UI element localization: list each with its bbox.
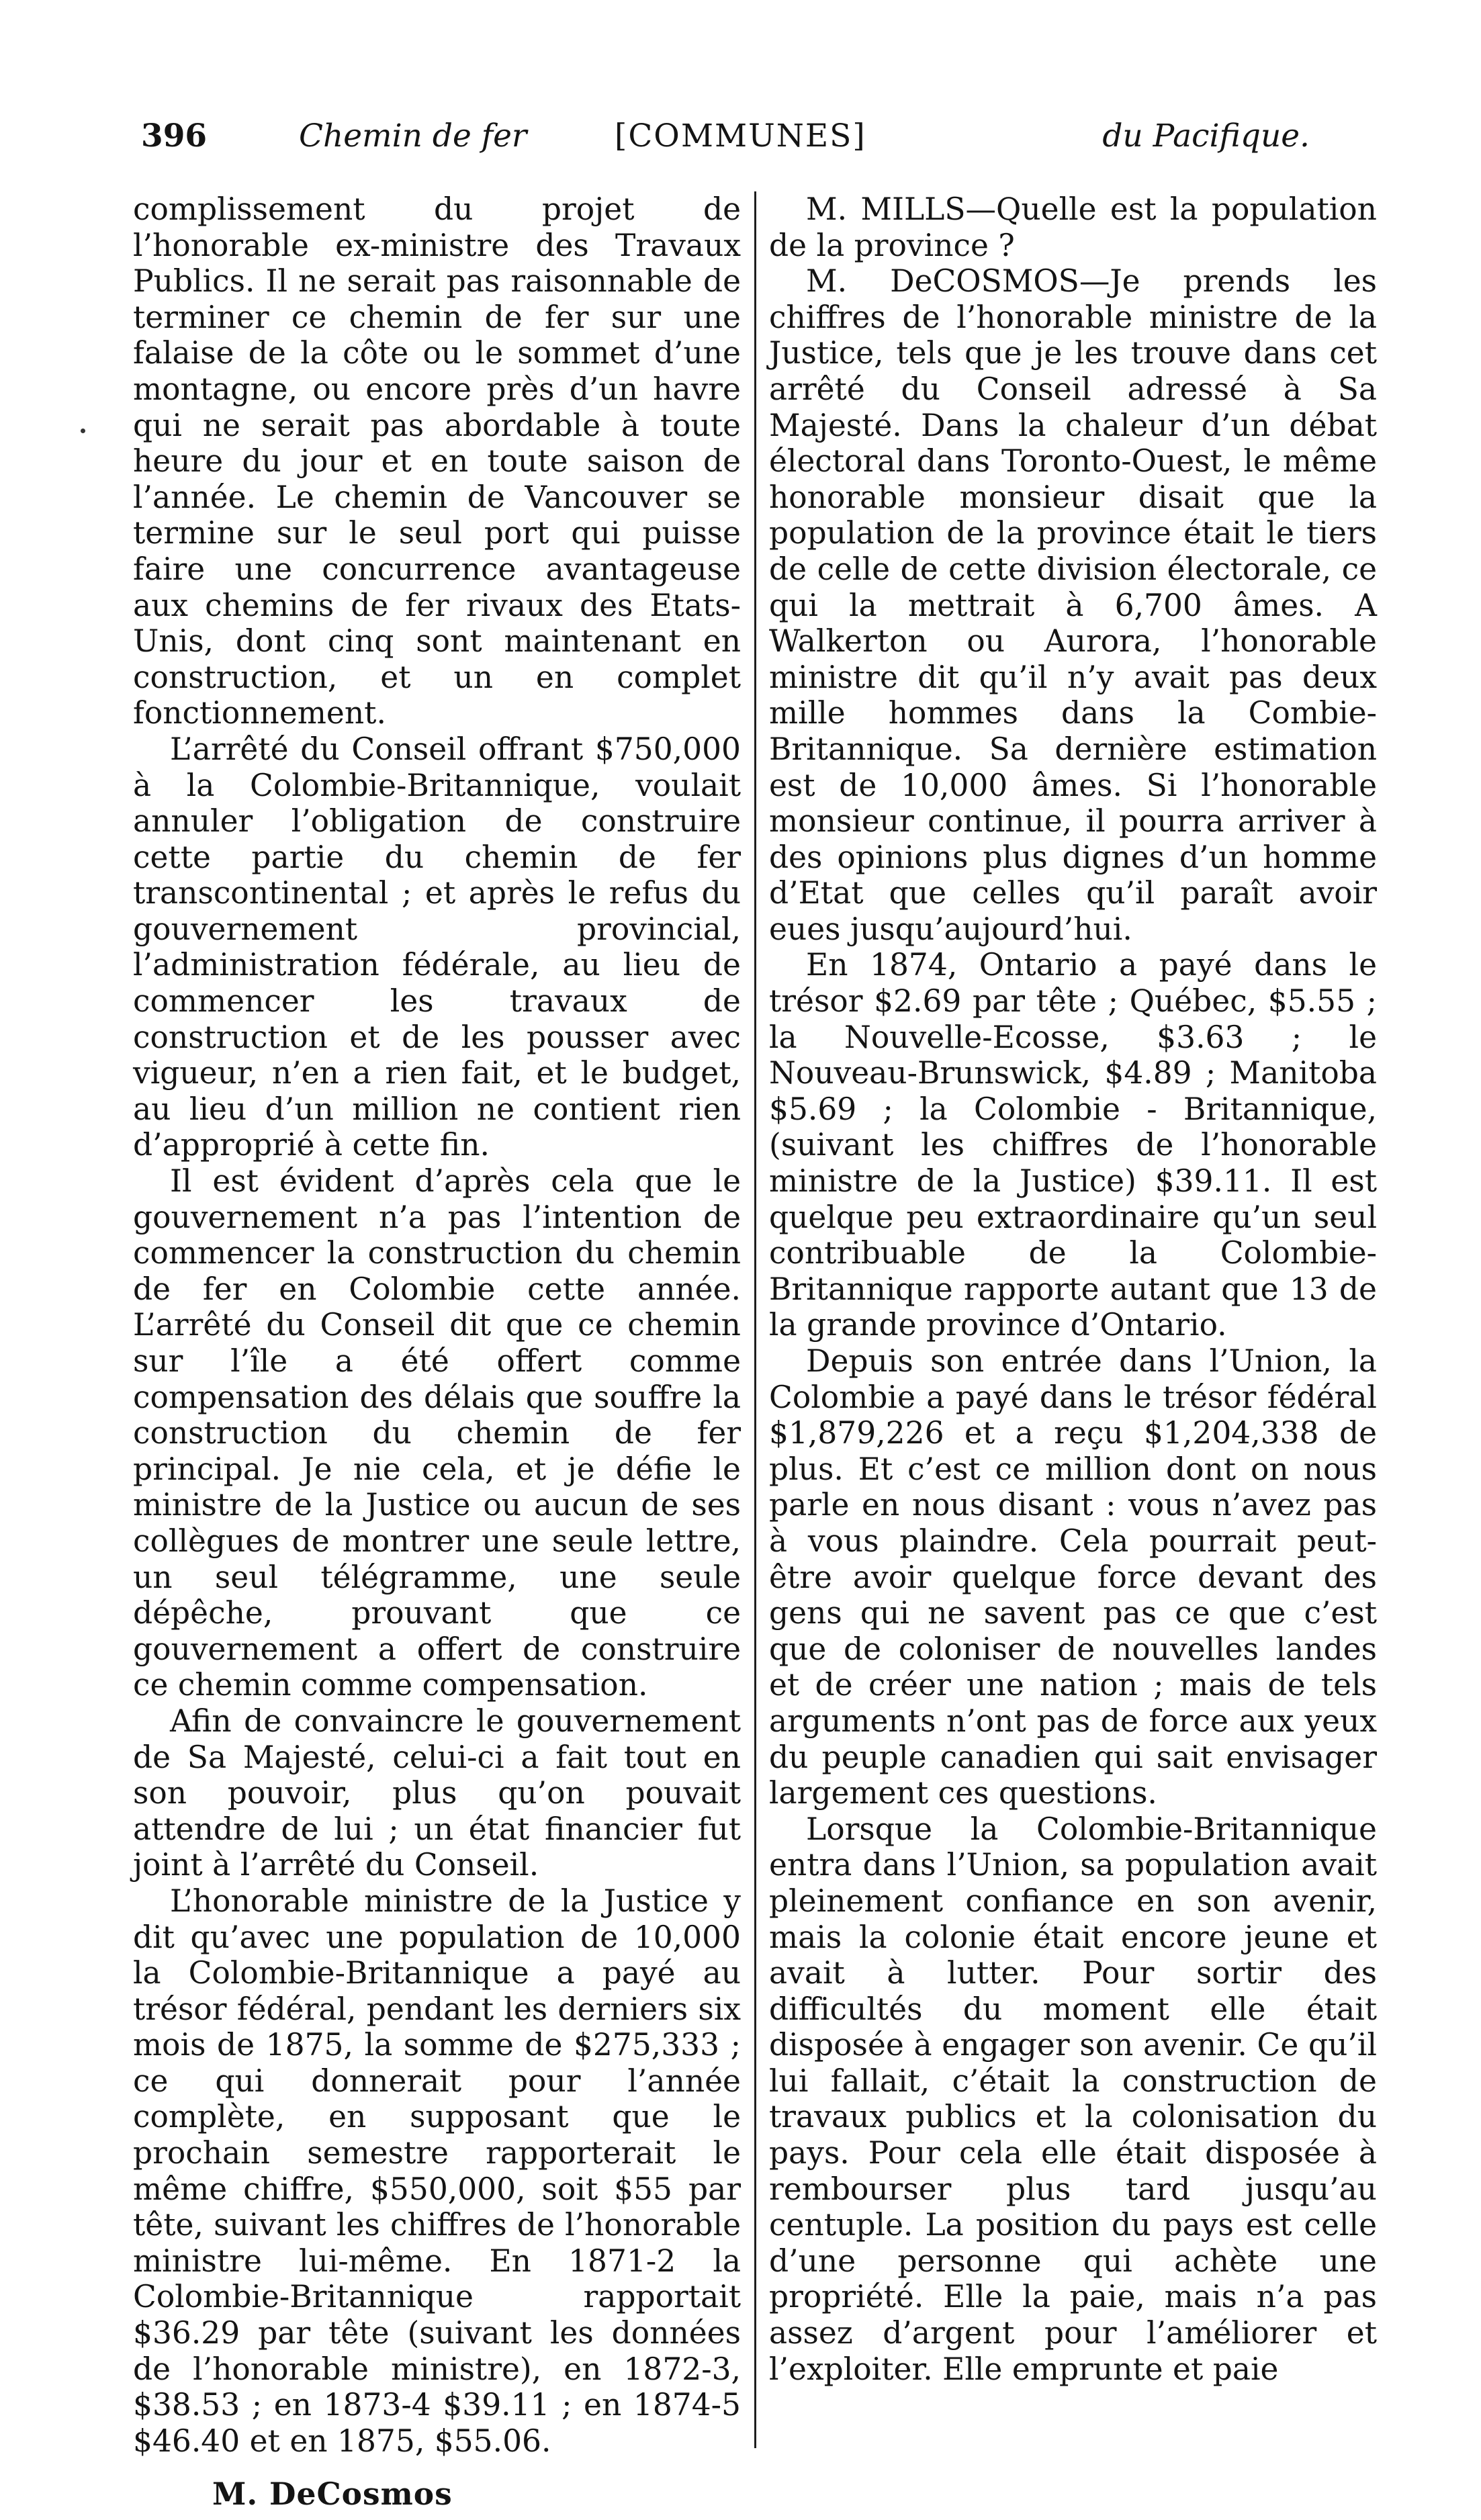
paragraph: M. DeCOSMOS—Je prends les chiffres de l’honorable ministre de la Justice, tels que je les trouve dans cet arrêté du Conseil adressé à Sa Majesté. Dans la chaleur d’un débat électoral dans Toronto-Ouest, le même honorable monsieur disait que la population de la province était le tiers de celle de cette division électorale, ce qui la mettrait à 6,700 âmes. A Walkerton ou Aurora, l’honorable ministre dit qu’il n’y avait pas deux mille hommes dans la Combie-Britannique. Sa dernière estimation est de 10,000 âmes. Si l’honorable monsieur continue, il pourra arriver à des opinions plus dignes d’un homme d’Etat que celles qu’il paraît avoir eues jusqu’aujourd’hui.: [769, 263, 1377, 947]
paragraph: M. MILLS—Quelle est la population de la province ?: [769, 191, 1377, 263]
running-title-center: [COMMUNES]: [615, 118, 866, 154]
running-title-left: Chemin de fer: [299, 118, 527, 154]
paragraph: Lorsque la Colombie-Britannique entra dans l’Union, sa population avait pleinement confiance en son avenir, mais la colonie était encore jeune et avait à lutter. Pour sortir des difficultés du moment elle était disposée à engager son avenir. Ce qu’il lui fallait, c’était la construction de travaux publics et la colonisation du pays. Pour cela elle était disposée à rembourser plus tard jusqu’au centuple. La position du pays est celle d’une personne qui achète une propriété. Elle la paie, mais n’a pas assez d’argent pour l’améliorer et l’exploiter. Elle emprunte et paie: [769, 1811, 1377, 2387]
paragraph: Depuis son entrée dans l’Union, la Colombie a payé dans le trésor fédéral $1,879,226 et a reçu $1,204,338 de plus. Et c’est ce million dont on nous parle en nous disant : vous n’avez pas à vous plaindre. Cela pourrait peut-être avoir quelque force devant des gens qui ne savent pas ce que c’est que de coloniser de nouvelles landes et de créer une nation ; mais de tels arguments n’ont pas de force aux yeux du peuple canadien qui sait envisager largement ces questions.: [769, 1343, 1377, 1811]
page-number: 396: [141, 118, 208, 154]
paragraph: L’arrêté du Conseil offrant $750,000 à la Colombie-Britannique, voulait annuler l’obligation de construire cette partie du chemin de fer transcontinental ; et après le refus du gouvernement provincial, l’administration fédérale, au lieu de commencer les travaux de construction et de les pousser avec vigueur, n’en a rien fait, et le budget, au lieu d’un million ne contient rien d’approprié à cette fin.: [133, 731, 741, 1163]
column-divider: [754, 191, 756, 2448]
paragraph: Afin de convaincre le gouvernement de Sa Majesté, celui-ci a fait tout en son pouvoir, plus qu’on pouvait attendre de lui ; un état financier fut joint à l’arrêté du Conseil.: [133, 1703, 741, 1883]
running-head: [141, 113, 1310, 160]
speaker-name: M. DeCosmos: [212, 2476, 453, 2513]
paragraph: Il est évident d’après cela que le gouvernement n’a pas l’intention de commencer la construction du chemin de fer en Colombie cette année. L’arrêté du Conseil dit que ce chemin sur l’île a été offert comme compensation des délais que souffre la construction du chemin de fer principal. Je nie cela, et je défie le ministre de la Justice ou aucun de ses collègues de montrer une seule lettre, un seul télégramme, une seule dépêche, prouvant que ce gouvernement a offert de construire ce chemin comme compensation.: [133, 1163, 741, 1703]
paragraph: complissement du projet de l’honorable ex-ministre des Travaux Publics. Il ne serait pas raisonnable de terminer ce chemin de fer sur une falaise de la côte ou le sommet d’une montagne, ou encore près d’un havre qui ne serait pas abordable à toute heure du jour et en toute saison de l’année. Le chemin de Vancouver se termine sur le seul port qui puisse faire une concurrence avantageuse aux chemins de fer rivaux des Etats-Unis, dont cinq sont maintenant en construction, et un en complet fonctionnement.: [133, 191, 741, 731]
paragraph: En 1874, Ontario a payé dans le trésor $2.69 par tête ; Québec, $5.55 ; la Nouvelle-Ecosse, $3.63 ; le Nouveau-Brunswick, $4.89 ; Manitoba $5.69 ; la Colombie - Britannique, (suivant les chiffres de l’honorable ministre de la Justice) $39.11. Il est quelque peu extraordinaire qu’un seul contribuable de la Colombie-Britannique rapporte autant que 13 de la grande province d’Ontario.: [769, 947, 1377, 1343]
running-title-right: du Pacifique.: [1102, 118, 1310, 154]
paragraph: L’honorable ministre de la Justice y dit qu’avec une population de 10,000 la Colombie-Britannique a payé au trésor fédéral, pendant les derniers six mois de 1875, la somme de $275,333 ; ce qui donnerait pour l’année complète, en supposant que le prochain semestre rapporterait le même chiffre, $550,000, soit $55 par tête, suivant les chiffres de l’honorable ministre lui-même. En 1871-2 la Colombie-Britannique rapportait $36.29 par tête (suivant les données de l’honorable ministre), en 1872-3, $38.53 ; en 1873-4 $39.11 ; en 1874-5 $46.40 et en 1875, $55.06.: [133, 1883, 741, 2459]
right-column: [769, 191, 1377, 2387]
left-column: [133, 191, 741, 2513]
margin-mark: [81, 429, 85, 433]
